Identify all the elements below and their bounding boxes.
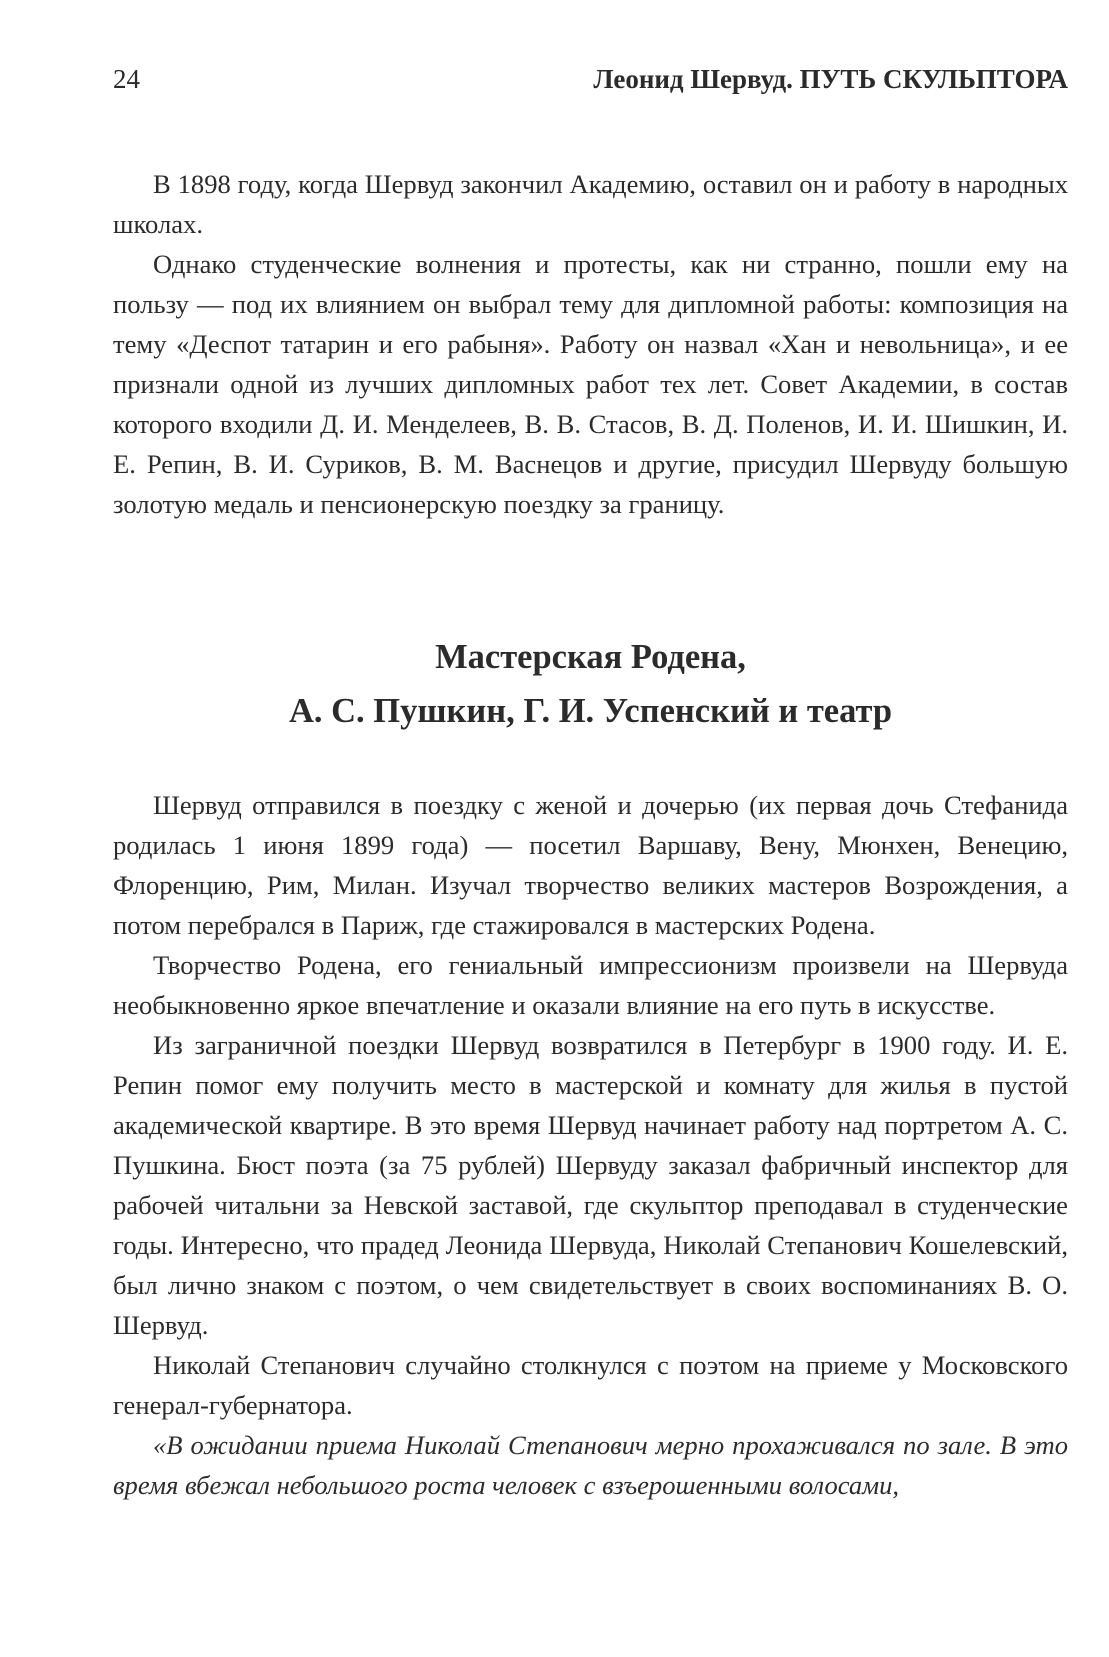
chapter-heading [113, 630, 1068, 738]
section-1-text [113, 164, 1068, 524]
running-head [113, 64, 1068, 104]
paragraph: Из заграничной поездки Шервуд возвратился в Петербург в 1900 году. И. Е. Репин помог ему получить место в мастерской и комнату для жилья в пустой академической квартире. В это время Шервуд начинает работу над портретом А. С. Пушкина. Бюст поэта (за 75 рублей) Шервуду заказал фабричный инспектор для рабочей читальни за Невской заставой, где скульптор преподавал в студенческие годы. Интересно, что прадед Леонида Шервуда, Николай Степанович Кошелевский, был лично знаком с поэтом, о чем свидетельствует в своих воспоминаниях В. О. Шервуд. [113, 1030, 1068, 1340]
section-2-text [113, 785, 1068, 1505]
quote-paragraph: «В ожидании приема Николай Степанович мерно прохаживался по зале. В это время вбежал небольшого роста человек с взъерошенными волосами, [113, 1430, 1068, 1500]
running-title: Леонид Шервуд. ПУТЬ СКУЛЬПТОРА [593, 64, 1068, 94]
paragraph: Николай Степанович случайно столкнулся с поэтом на приеме у Московского генерал-губернатора. [113, 1350, 1068, 1420]
chapter-heading-line-1: Мастерская Родена, [435, 638, 746, 676]
page-number: 24 [113, 64, 140, 94]
paragraph: В 1898 году, когда Шервуд закончил Академию, оставил он и работу в народных школах. [113, 169, 1068, 239]
paragraph: Творчество Родена, его гениальный импрессионизм произвели на Шервуда необыкновенно яркое впечатление и оказали влияние на его путь в искусстве. [113, 950, 1068, 1020]
paragraph: Однако студенческие волнения и протесты, как ни странно, пошли ему на пользу — под их влиянием он выбрал тему для дипломной работы: композиция на тему «Деспот татарин и его рабыня». Работу он назвал «Хан и невольница», и ее признали одной из лучших дипломных работ тех лет. Совет Академии, в состав которого входили Д. И. Менделеев, В. В. Стасов, В. Д. Поленов, И. И. Шишкин, И. Е. Репин, В. И. Суриков, В. М. Васнецов и другие, присудил Шервуду большую золотую медаль и пенсионерскую поездку за границу. [113, 249, 1068, 519]
paragraph: Шервуд отправился в поездку с женой и дочерью (их первая дочь Стефанида родилась 1 июня 1899 года) — посетил Варшаву, Вену, Мюнхен, Венецию, Флоренцию, Рим, Милан. Изучал творчество великих мастеров Возрождения, а потом перебрался в Париж, где стажировался в мастерских Родена. [113, 790, 1068, 940]
chapter-heading-line-2: А. С. Пушкин, Г. И. Успенский и театр [288, 692, 893, 730]
